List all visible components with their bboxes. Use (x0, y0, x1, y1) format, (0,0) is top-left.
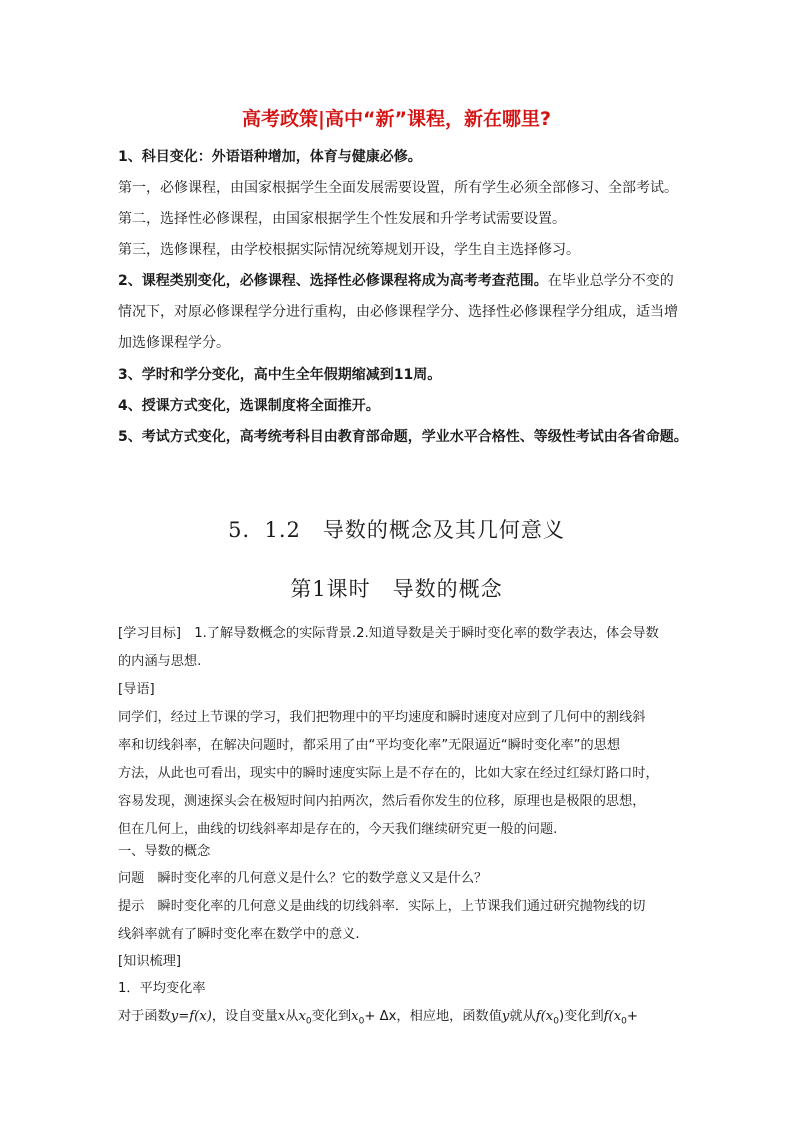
var-y: y (170, 1009, 179, 1024)
intro-line2: 率和切线斜率，在解决问题时，都采用了由“平均变化率”无限逼近“瞬时变化率”的思想 (118, 738, 621, 753)
text-seg: )变化到 (558, 1009, 604, 1024)
policy-point-2-line2: 情况下，对原必修课程学分进行重构，由必修课程学分、选择性必修课程学分组成，适当增 (118, 304, 678, 320)
hint-line1: 提示 瞬时变化率的几何意义是曲线的切线斜率．实际上，上节课我们通过研究抛物线的切 (118, 899, 646, 914)
intro-label: [导语] (118, 682, 155, 697)
text-seg: 就从 (509, 1009, 536, 1024)
item1-heading: 1．平均变化率 (118, 981, 206, 996)
policy-title: 高考政策|高中“新”课程，新在哪里? (242, 108, 551, 130)
policy-point-2-bold: 2、课程类别变化，必修课程、选择性必修课程将成为高考考查范围。 (118, 273, 548, 289)
knowledge-label: [知识梳理] (118, 954, 182, 969)
subscript: 0 (553, 1016, 559, 1027)
section-title: 5．1.2 导数的概念及其几何意义 (228, 518, 565, 542)
text-seg: + Δx，相应地，函数值 (364, 1009, 502, 1024)
subscript: 0 (305, 1016, 312, 1027)
text-seg: ，设自变量 (211, 1009, 278, 1024)
intro-line4: 容易发现，测速探头会在极短时间内拍两次，然后看你发生的位移，原理也是极限的思想， (118, 794, 646, 809)
subscript: 0 (358, 1016, 365, 1027)
learning-goal-line2: 的内涵与思想. (118, 654, 202, 669)
text-seg: 变化到 (311, 1009, 352, 1024)
text-seg: 从 (285, 1009, 299, 1024)
text-seg: 对于函数 (118, 1009, 171, 1024)
policy-point-2-rest: 在毕业总学分不变的 (547, 273, 674, 289)
policy-point-3: 3、学时和学分变化，高中生全年假期缩减到11周。 (118, 367, 442, 383)
var-x0: x (351, 1009, 359, 1024)
question: 问题 瞬时变化率的几何意义是什么？它的数学意义又是什么？ (118, 871, 488, 886)
policy-point-5: 5、考试方式变化，高考统考科目由教育部命题，学业水平合格性、等级性考试由各省命题。 (118, 429, 688, 445)
average-rate-line (118, 1005, 683, 1027)
policy-point-4: 4、授课方式变化，选课制度将全面推开。 (118, 398, 380, 414)
learning-goal-line1: [学习目标] 1.了解导数概念的实际背景.2.知道导数是关于瞬时变化率的数学表达，体会导数 (118, 626, 659, 641)
policy-point-2-line3: 加选修课程学分。 (118, 335, 230, 351)
intro-line3: 方法，从此也可看出，现实中的瞬时速度实际上是不存在的，比如大家在经过红绿灯路口时， (118, 766, 659, 781)
var-x: x (277, 1009, 286, 1024)
policy-point-1: 1、科目变化：外语语种增加，体育与健康必修。 (118, 149, 422, 165)
policy-point-1a: 第一，必修课程，由国家根据学生全面发展需要设置，所有学生必须全部修习、全部考试。 (118, 180, 678, 196)
func-fx: =f(x) (178, 1009, 212, 1024)
policy-point-1b: 第二，选择性必修课程，由国家根据学生个性发展和升学考试需要设置。 (118, 211, 566, 227)
var-y: y (501, 1009, 510, 1024)
text-seg: + (626, 1009, 638, 1024)
var-x0: x (298, 1009, 306, 1024)
intro-line5: 但在几何上，曲线的切线斜率却是存在的，今天我们继续研究更一般的问题. (118, 822, 558, 837)
intro-line1: 同学们，经过上节课的学习，我们把物理中的平均速度和瞬时速度对应到了几何中的割线斜 (118, 710, 646, 725)
policy-point-2 (118, 270, 683, 290)
lesson-title: 第1课时 导数的概念 (290, 577, 503, 601)
hint-line2: 线斜率就有了瞬时变化率在数学中的意义. (118, 927, 360, 942)
subscript: 0 (621, 1016, 627, 1027)
func-fx0: f(x (603, 1009, 622, 1024)
func-fx0: f(x (535, 1009, 554, 1024)
policy-point-1c: 第三，选修课程，由学校根据实际情况统筹规划开设，学生自主选择修习。 (118, 242, 580, 258)
part1-heading: 一、导数的概念 (118, 844, 211, 859)
